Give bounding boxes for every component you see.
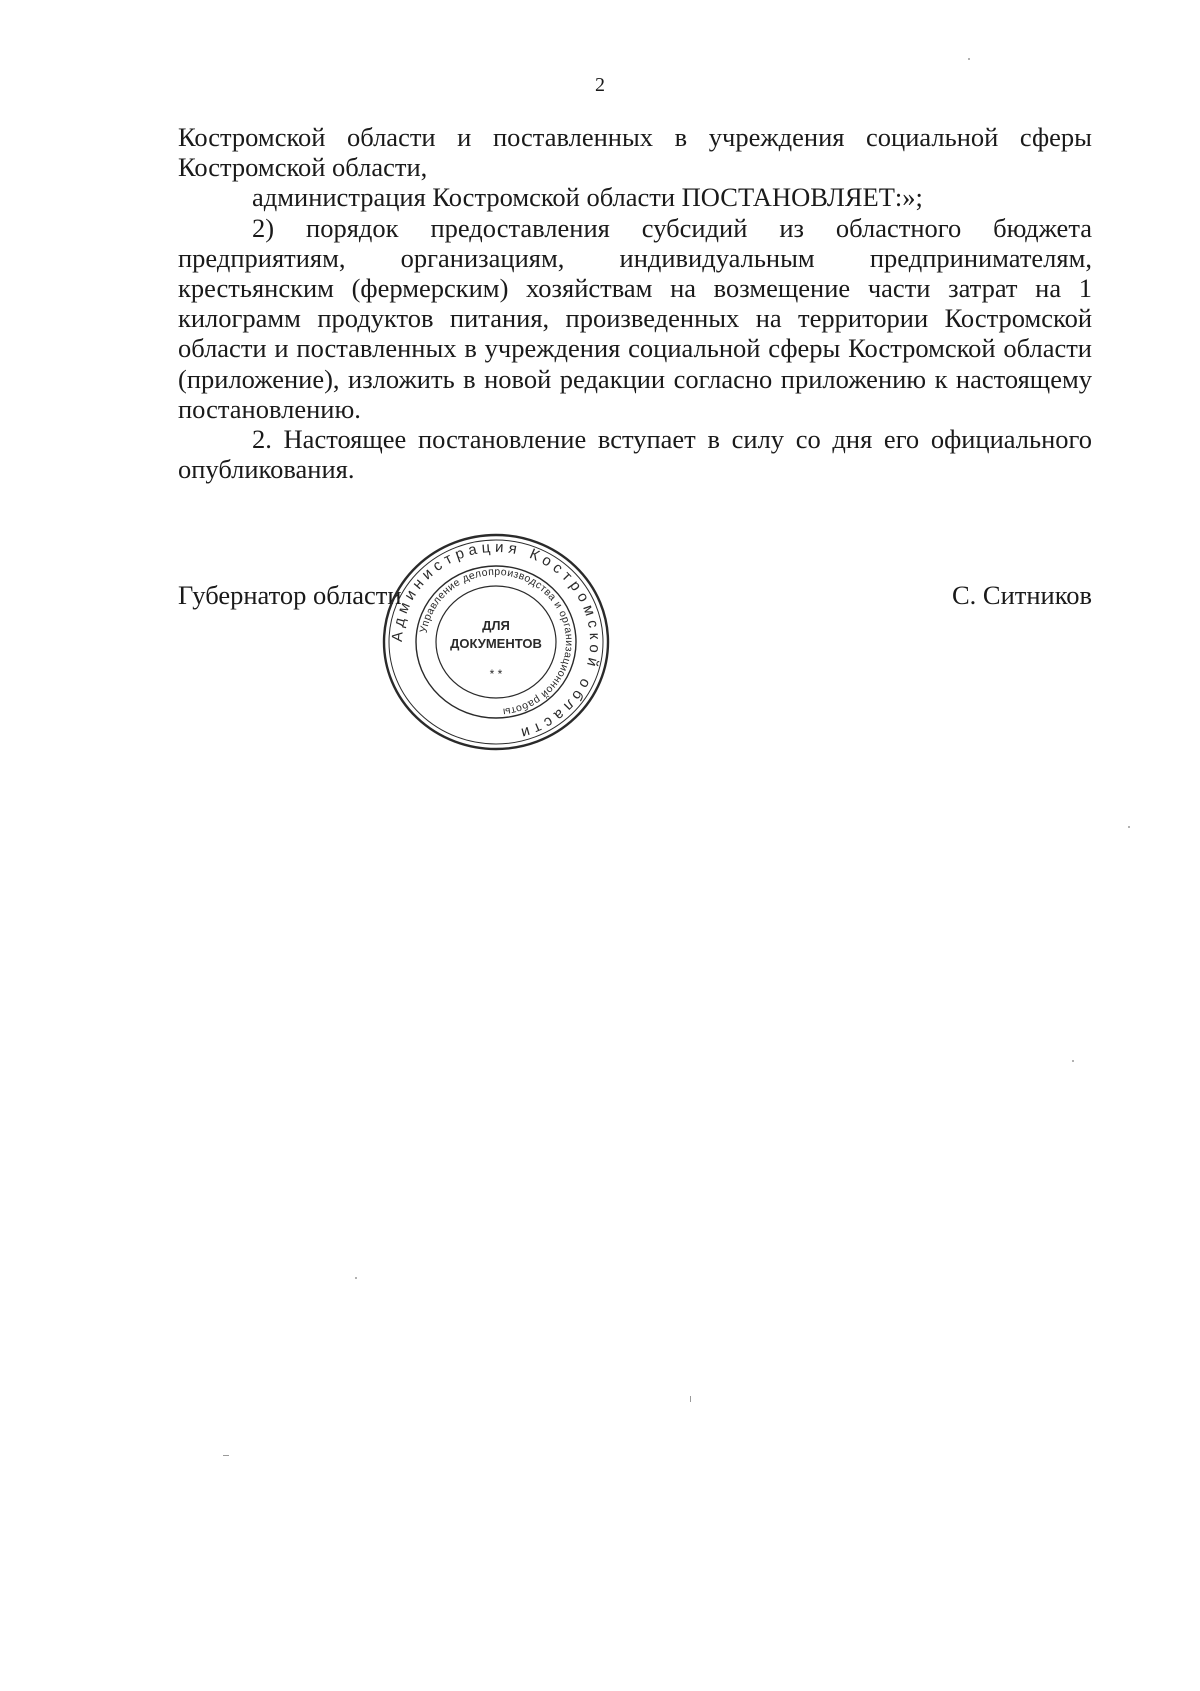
page-number: 2 <box>595 74 605 96</box>
scan-speck <box>968 58 970 60</box>
signatory-title: Губернатор области <box>178 580 402 610</box>
paragraph-resolution: администрация Костромской области ПОСТАНОВЛЯЕТ:»; <box>252 182 923 213</box>
seal-graphic <box>376 528 616 756</box>
seal-stars: * * <box>489 667 503 681</box>
scan-speck <box>690 1396 691 1402</box>
scan-speck <box>223 1455 229 1456</box>
scan-speck <box>1128 826 1130 828</box>
official-seal-stamp <box>376 528 616 756</box>
seal-center-line2: ДОКУМЕНТОВ <box>450 636 542 651</box>
seal-outer-text: Администрация Костромской области <box>388 538 604 743</box>
scan-speck <box>1072 1060 1074 1062</box>
document-body <box>178 122 1092 484</box>
paragraph-continuation: Костромской области и поставленных в учреждения социальной сферы Костромской области, <box>178 122 1092 183</box>
paragraph-effective-date: 2. Настоящее постановление вступает в силу со дня его официального опубликования. <box>178 424 1092 485</box>
scan-speck <box>355 1277 357 1279</box>
seal-inner-text: Управление делопроизводства и организационной работы <box>417 565 576 718</box>
signatory-name: С. Ситников <box>951 580 1092 610</box>
seal-center-line1: ДЛЯ <box>482 618 510 633</box>
paragraph-item-2: 2) порядок предоставления субсидий из областного бюджета предприятиям, организациям, индивидуальным предпринимателям, крестьянским (фермерским) хозяйствам на возмещение части затрат на 1 килограмм продуктов питания, произведенных на территории Костромской области и поставленных в учреждения социальной сферы Костромской области (приложение), изложить в новой редакции согласно приложению к настоящему постановлению. <box>178 212 1092 424</box>
